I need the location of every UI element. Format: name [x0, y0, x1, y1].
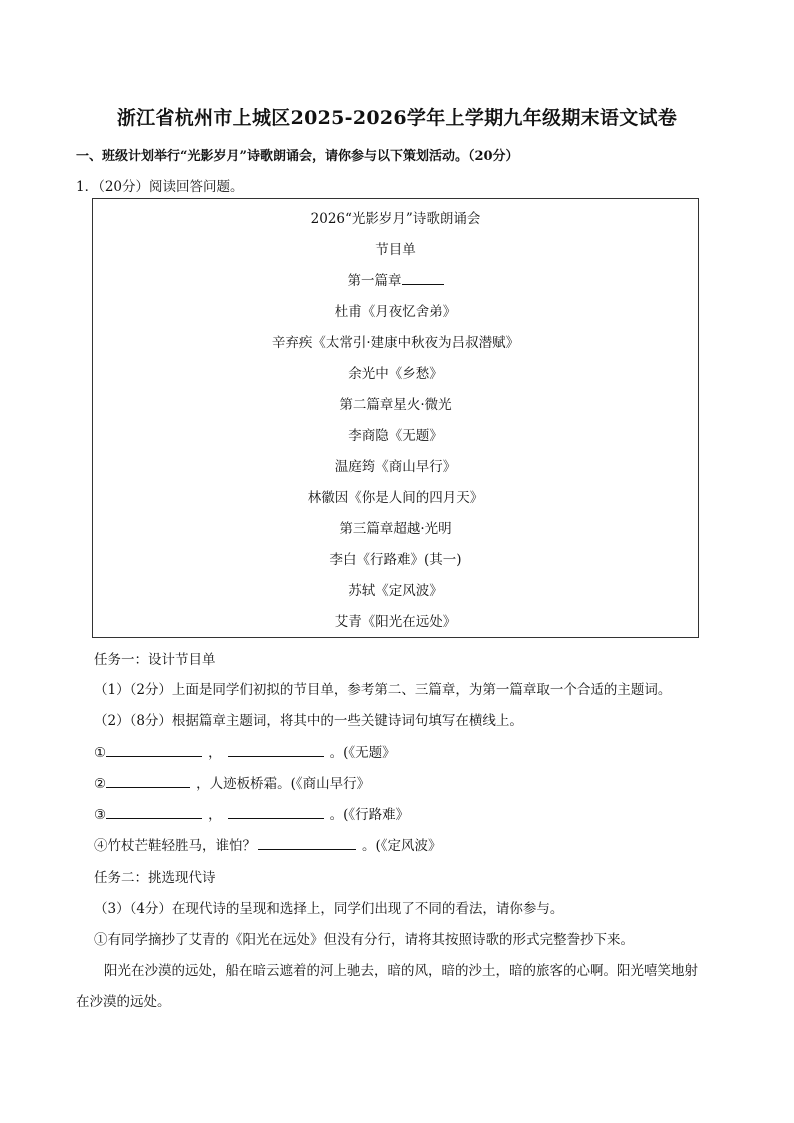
chapter-1-line — [93, 269, 698, 289]
sub-question-3: （3）（4分）在现代诗的呈现和选择上，同学们出现了不同的看法，请你参与。 — [94, 901, 564, 917]
program-box — [92, 198, 699, 638]
task-2-heading: 任务二：挑选现代诗 — [94, 870, 216, 886]
program-item: 李商隐《无题》 — [348, 428, 443, 444]
sub-question-1: （1）（2分）上面是同学们初拟的节目单，参考第二、三篇章，为第一篇章取一个合适的主题词。 — [94, 682, 672, 698]
fill-3-sep: ， — [208, 807, 222, 823]
program-item: 余光中《乡愁》 — [348, 366, 443, 382]
poem-text-line-1: 阳光在沙漠的远处，船在暗云遮着的河上驰去，暗的风，暗的沙土，暗的旅客的心啊。阳光嘻笑地射 — [104, 963, 698, 979]
program-item: 艾青《阳光在远处》 — [334, 614, 457, 630]
program-title: 2026“光影岁月”诗歌朗诵会 — [310, 211, 481, 227]
chapter-2-label: 第二篇章星火·微光 — [339, 397, 452, 413]
question-1: 1．（20分）阅读回答问题。 — [76, 179, 244, 195]
sub-question-2: （2）（8分）根据篇章主题词，将其中的一些关键诗词句填写在横线上。 — [94, 713, 523, 729]
program-item: 苏轼《定风波》 — [348, 583, 443, 599]
fill-2-text: ，人迹板桥霜。(《商山早行》 — [196, 776, 371, 792]
fill-line-2 — [94, 772, 370, 792]
fill-3-source: 。(《行路难》 — [329, 807, 410, 823]
fill-1-source: 。(《无题》 — [329, 745, 396, 761]
poem-text-line-2: 在沙漠的远处。 — [76, 994, 171, 1010]
fill-4-blank[interactable] — [258, 835, 356, 850]
section-heading: 一、班级计划举行“光影岁月”诗歌朗诵会，请你参与以下策划活动。（20分） — [76, 149, 519, 164]
chapter-1-label: 第一篇章 — [347, 273, 402, 289]
sub-question-3-1: ①有同学摘抄了艾青的《阳光在远处》但没有分行，请将其按照诗歌的形式完整誊抄下来。 — [94, 932, 634, 948]
fill-1-blank-b[interactable] — [228, 742, 324, 757]
chapter-3-label: 第三篇章超越·光明 — [339, 521, 452, 537]
program-item: 辛弃疾《太常引·建康中秋夜为吕叔潜赋》 — [271, 335, 520, 351]
fill-2-number: ② — [94, 776, 107, 792]
fill-3-number: ③ — [94, 807, 107, 823]
fill-1-blank-a[interactable] — [106, 742, 202, 757]
fill-line-4 — [94, 834, 442, 854]
fill-line-3 — [94, 803, 409, 823]
program-item: 杜甫《月夜忆舍弟》 — [334, 304, 457, 320]
fill-4-source: 。(《定风波》 — [362, 838, 442, 854]
fill-3-blank-b[interactable] — [228, 804, 324, 819]
chapter-1-blank[interactable] — [402, 270, 444, 285]
program-item: 李白《行路难》(其一) — [329, 552, 462, 568]
task-1-heading: 任务一：设计节目单 — [94, 652, 216, 668]
program-item: 温庭筠《商山早行》 — [334, 459, 457, 475]
program-item: 林徽因《你是人间的四月天》 — [307, 490, 484, 506]
fill-1-number: ① — [94, 745, 107, 761]
fill-3-blank-a[interactable] — [106, 804, 202, 819]
fill-2-blank[interactable] — [106, 773, 190, 788]
fill-4-text: ④竹杖芒鞋轻胜马，谁怕？ — [94, 838, 256, 854]
program-subtitle: 节目单 — [375, 242, 416, 258]
fill-1-sep: ， — [208, 745, 222, 761]
fill-line-1 — [94, 741, 396, 761]
page-title: 浙江省杭州市上城区2025-2026学年上学期九年级期末语文试卷 — [116, 107, 678, 129]
